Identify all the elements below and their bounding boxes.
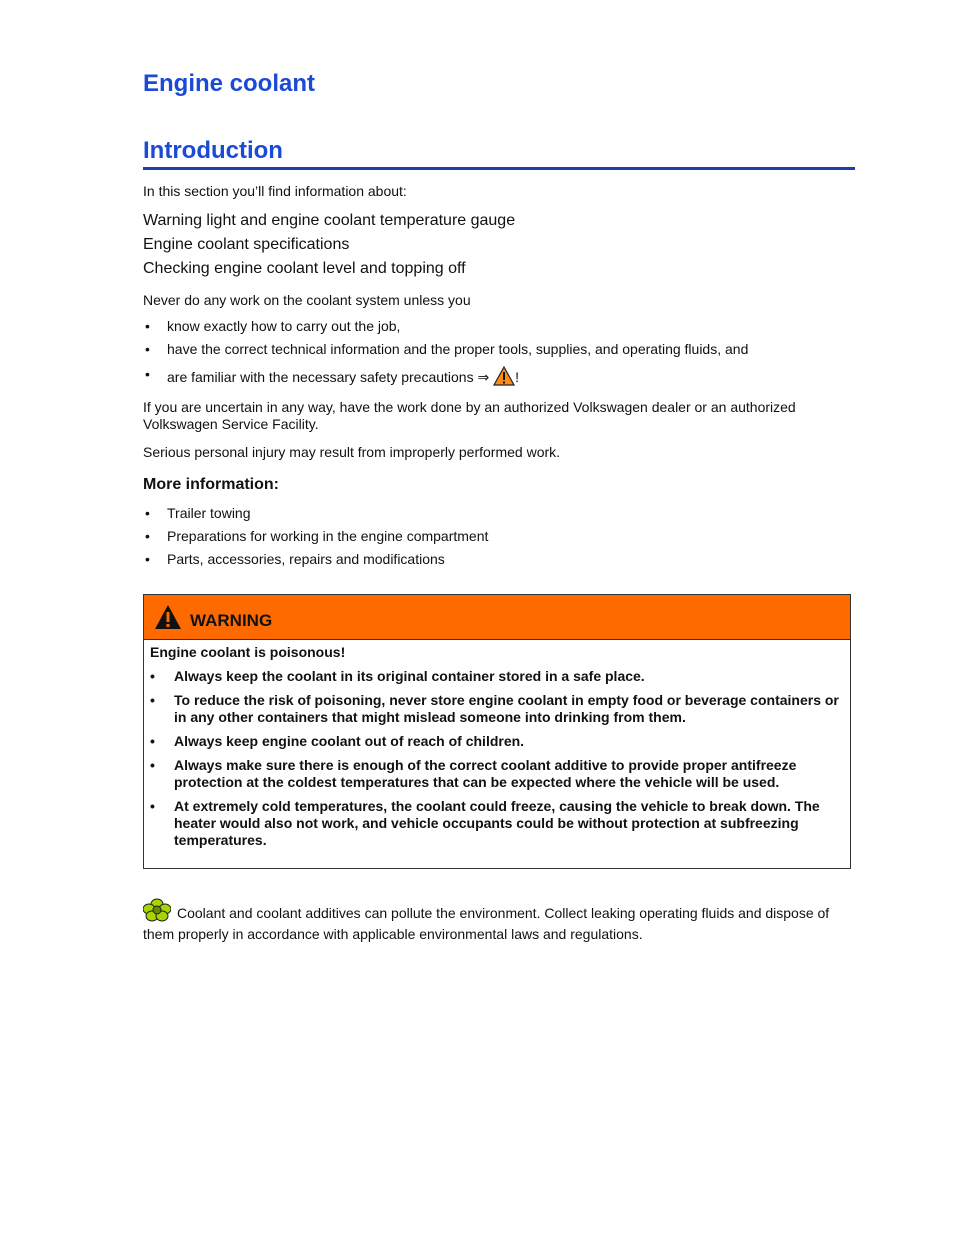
- section-title: Introduction: [143, 137, 855, 170]
- list-item: [143, 505, 843, 521]
- bullet-icon: •: [145, 366, 150, 382]
- environment-text: Coolant and coolant additives can pollute the environment. Collect leaking operating fluids and dispose of them properly in accordance with applicable environmental laws and regulations.: [143, 905, 830, 942]
- condition-text: have the correct technical information and the proper tools, supplies, and operating fluids, and: [167, 341, 749, 357]
- list-item: [143, 366, 843, 389]
- warning-lead: Engine coolant is poisonous!: [150, 644, 346, 660]
- warning-body: [144, 640, 850, 849]
- intro-text: In this section you’ll find information about:: [143, 183, 407, 199]
- more-info-link-parts[interactable]: Parts, accessories, repairs and modifications: [167, 551, 445, 567]
- bullet-icon: •: [145, 318, 150, 334]
- topic-link-coolant-specs[interactable]: Engine coolant specifications: [143, 236, 350, 253]
- bullet-icon: •: [150, 692, 155, 708]
- bullet-icon: •: [150, 757, 155, 773]
- warning-item: [150, 668, 844, 685]
- environment-note: [143, 898, 843, 943]
- never-text: Never do any work on the coolant system unless you: [143, 292, 471, 308]
- bullet-icon: •: [145, 341, 150, 357]
- more-info-heading: More information:: [143, 476, 279, 493]
- warning-item-text: Always keep the coolant in its original container stored in a safe place.: [174, 668, 645, 684]
- more-info-link-trailer[interactable]: Trailer towing: [167, 505, 251, 521]
- list-item: [143, 341, 843, 357]
- uncertain-paragraph: If you are uncertain in any way, have the work done by an authorized Volkswagen dealer or an authorized Volkswagen Service Facility.: [143, 399, 796, 432]
- environment-flower-icon: [143, 898, 171, 926]
- condition-text: know exactly how to carry out the job,: [167, 318, 401, 334]
- condition-text: are familiar with the necessary safety precautions: [167, 369, 474, 385]
- warning-item: [150, 798, 844, 849]
- warning-item: [150, 733, 844, 750]
- bullet-icon: •: [145, 551, 150, 567]
- bullet-icon: •: [150, 733, 155, 749]
- warning-label: WARNING: [190, 611, 273, 630]
- warning-item-text: Always make sure there is enough of the correct coolant additive to provide proper antifreeze protection at the coldest temperatures that can be expected where the vehicle will be used.: [174, 757, 797, 790]
- bullet-icon: •: [145, 528, 150, 544]
- list-item: [143, 318, 843, 334]
- bullet-icon: •: [150, 668, 155, 684]
- warning-box: [143, 594, 851, 869]
- injury-paragraph: Serious personal injury may result from improperly performed work.: [143, 444, 561, 460]
- more-info-list: [143, 505, 843, 567]
- bullet-icon: •: [150, 798, 155, 814]
- exclaim-text: !: [515, 369, 519, 385]
- warning-item: [150, 692, 844, 726]
- more-info-link-preparations[interactable]: Preparations for working in the engine compartment: [167, 528, 489, 544]
- warning-header: [144, 595, 850, 640]
- warning-item-text: At extremely cold temperatures, the coolant could freeze, causing the vehicle to break down. The heater would also not work, and vehicle occupants could be without protection at subfreezing temperatures.: [174, 798, 820, 848]
- topic-link-checking-level[interactable]: Checking engine coolant level and topping off: [143, 260, 466, 277]
- topic-list: [143, 209, 515, 281]
- arrow-glyph: ⇒: [477, 370, 490, 386]
- page-title: Engine coolant: [143, 70, 316, 97]
- topic-link-warning-light[interactable]: Warning light and engine coolant temperature gauge: [143, 212, 516, 229]
- warning-item-text: Always keep engine coolant out of reach of children.: [174, 733, 525, 749]
- warning-triangle-icon[interactable]: [493, 366, 515, 389]
- warning-item: [150, 757, 844, 791]
- bullet-icon: •: [145, 505, 150, 521]
- list-item: [143, 551, 843, 567]
- warning-triangle-icon: [154, 604, 182, 635]
- warning-item-text: To reduce the risk of poisoning, never store engine coolant in empty food or beverage containers or in any other containers that might mislead someone into drinking from them.: [174, 692, 839, 725]
- conditions-list: [143, 318, 843, 389]
- list-item: [143, 528, 843, 544]
